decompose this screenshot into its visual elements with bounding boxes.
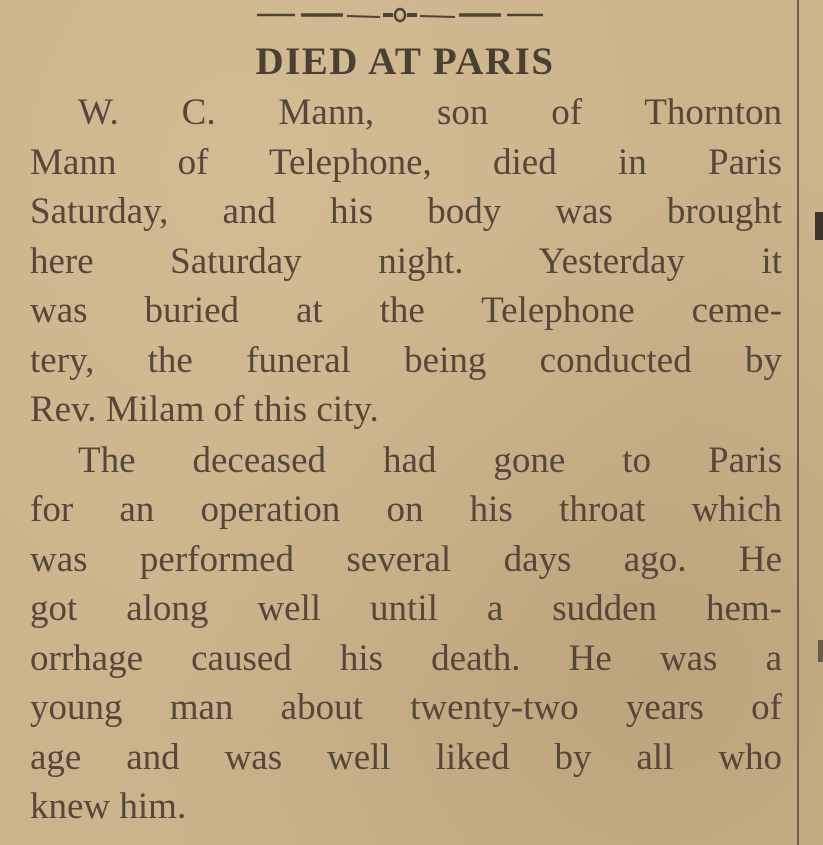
text-line: was buried at the Telephone ceme-: [30, 290, 782, 331]
text-line: knew him.: [30, 786, 187, 827]
text-line: was performed several days ago. He: [30, 539, 782, 580]
text-line: Saturday, and his body was brought: [30, 191, 782, 232]
headline: DIED AT PARIS: [255, 40, 555, 83]
text-line: Rev. Milam of this city.: [30, 389, 379, 430]
ornamental-divider: [255, 6, 545, 24]
adjacent-column-mark-lower: [818, 640, 823, 662]
text-line: here Saturday night. Yesterday it: [30, 241, 782, 282]
text-line: Mann of Telephone, died in Paris: [30, 142, 782, 183]
adjacent-column-mark: [815, 212, 823, 240]
text-line: orrhage caused his death. He was a: [30, 638, 782, 679]
text-line: for an operation on his throat which: [30, 489, 782, 530]
text-line: tery, the funeral being conducted by: [30, 340, 782, 381]
text-line: The deceased had gone to Paris: [78, 440, 782, 481]
text-line: age and was well liked by all who: [30, 737, 782, 778]
text-line: W. C. Mann, son of Thornton: [78, 92, 782, 133]
column-rule: [797, 0, 799, 845]
text-line: young man about twenty-two years of: [30, 687, 782, 728]
text-line: got along well until a sudden hem-: [30, 588, 782, 629]
